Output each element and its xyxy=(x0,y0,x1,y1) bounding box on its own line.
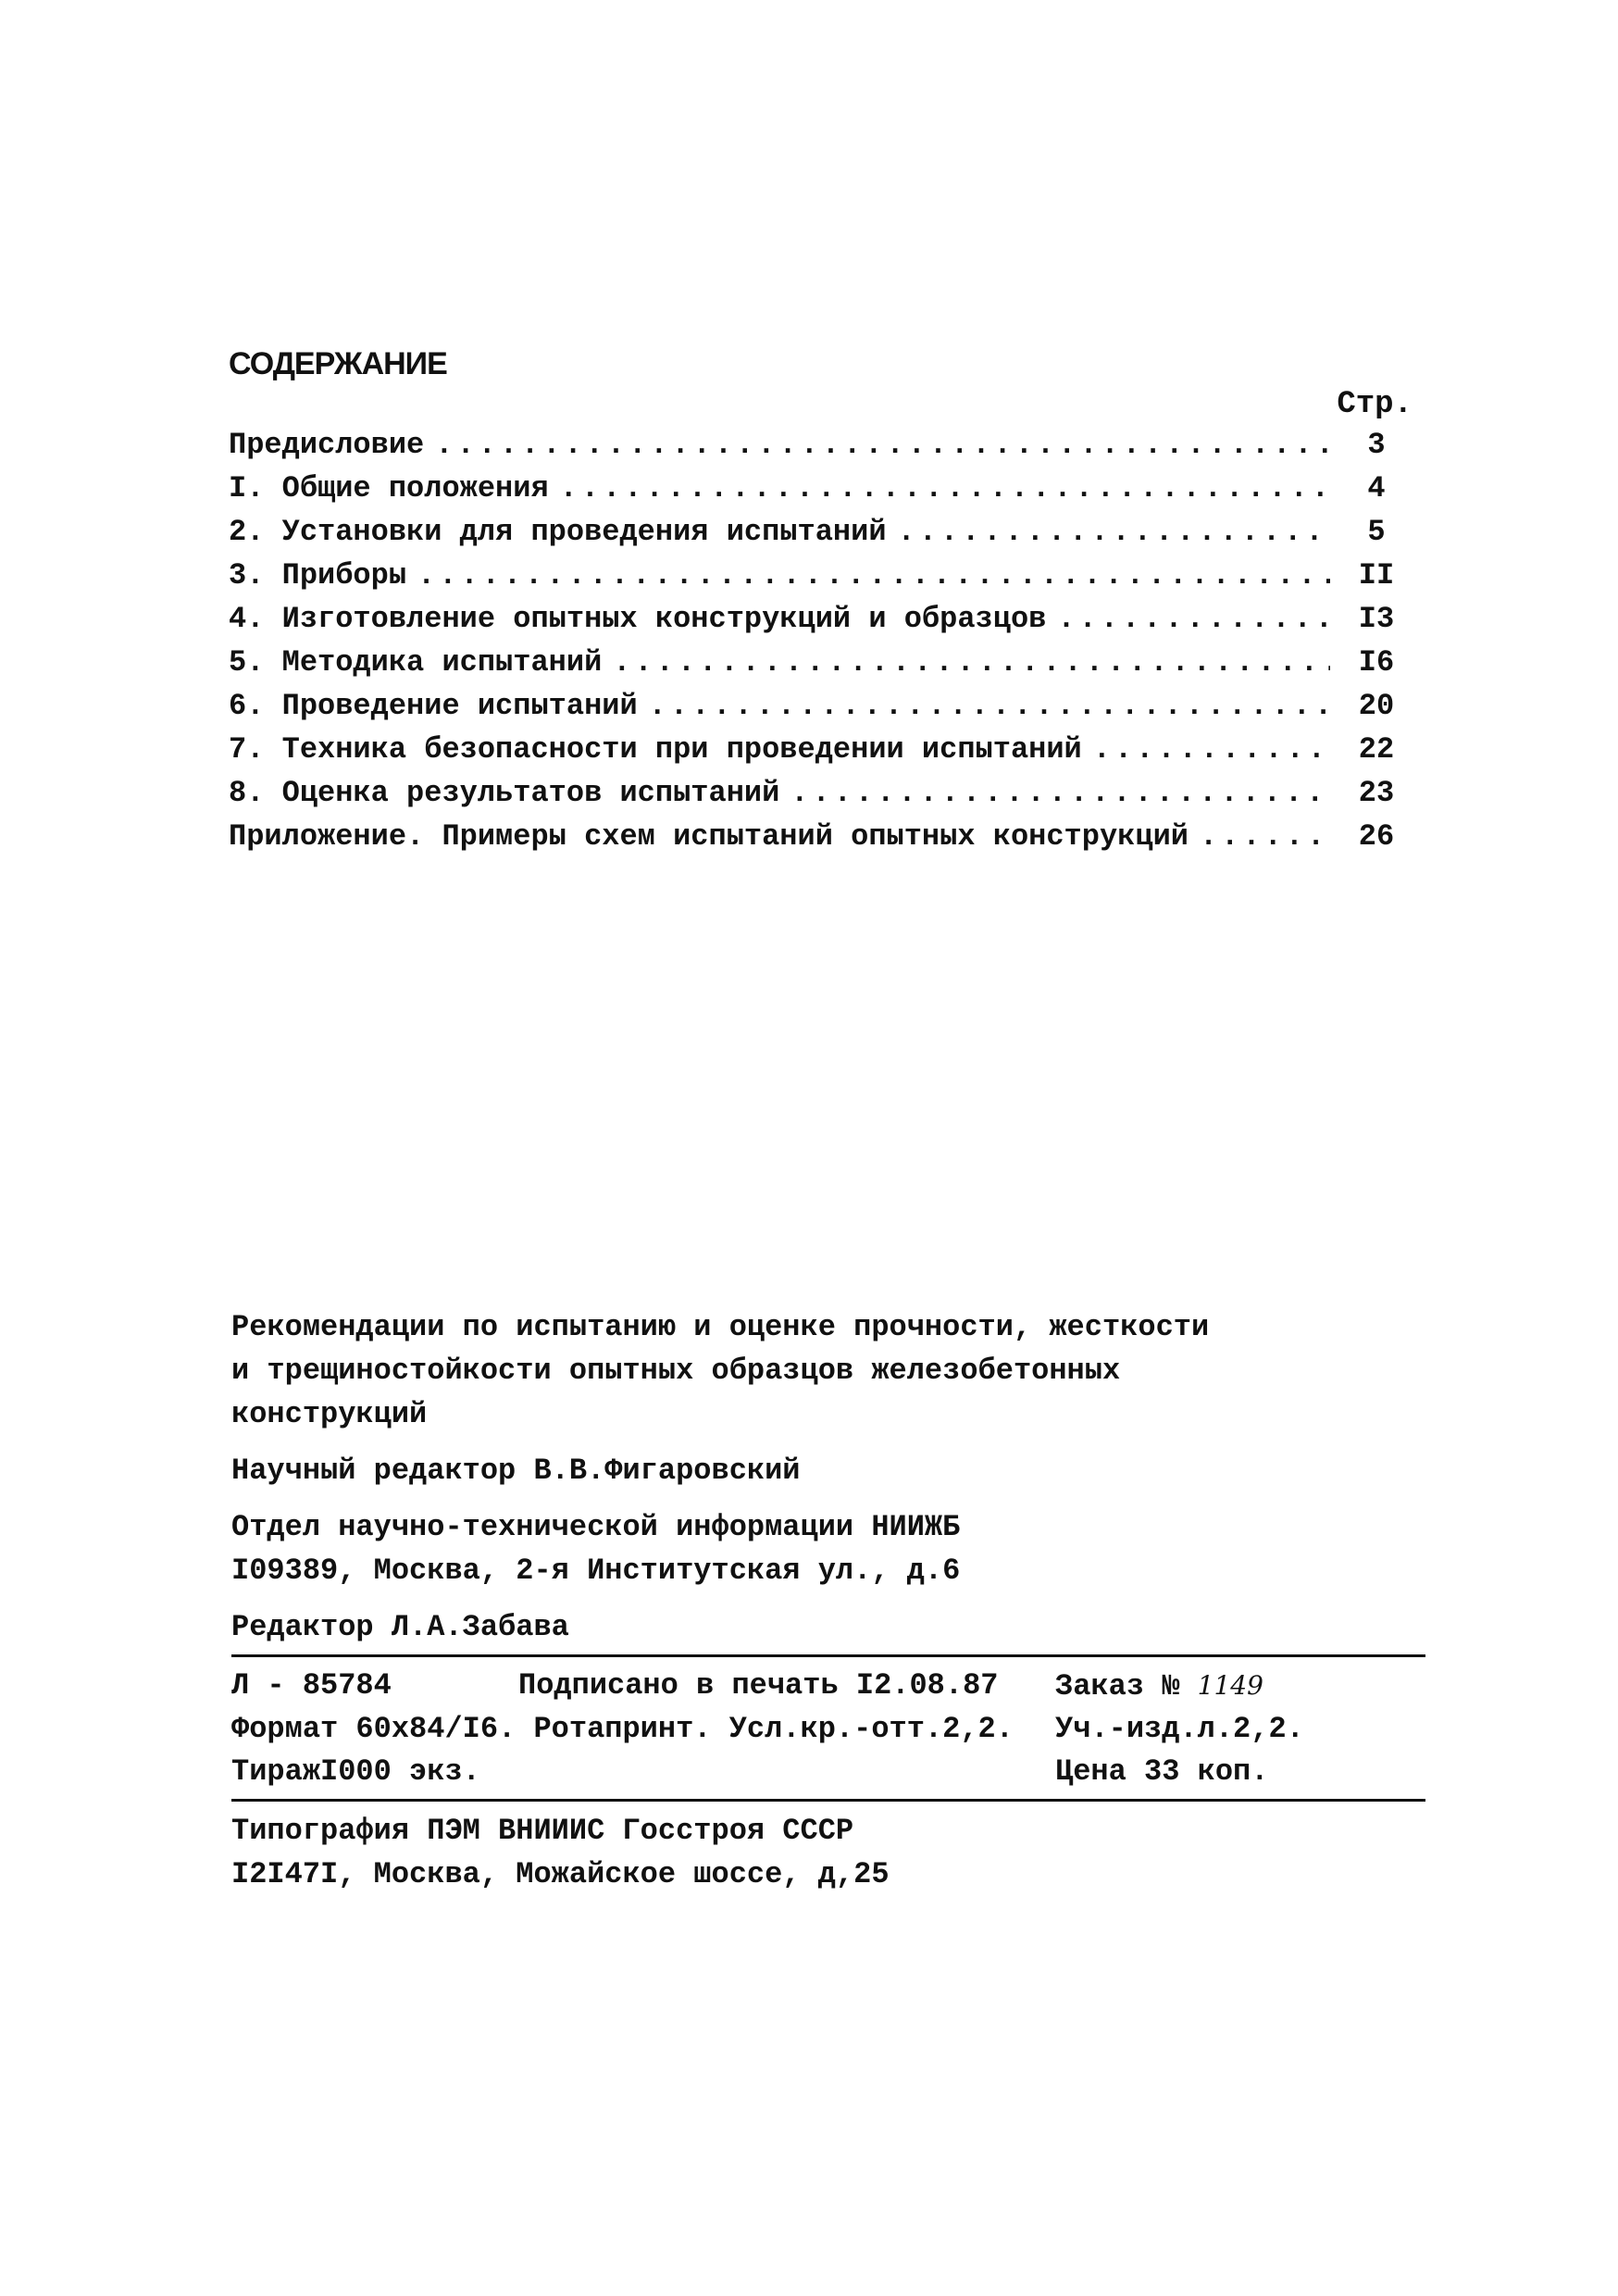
toc-entry-label: 7. Техника безопасности при проведении испытаний xyxy=(229,732,1082,767)
toc-title: СОДЕРЖАНИЕ xyxy=(229,346,447,381)
toc-leader-dots xyxy=(1093,732,1330,767)
signed-to-print: Подписано в печать I2.08.87 xyxy=(518,1668,999,1703)
toc-entry-page: 3 xyxy=(1367,428,1386,462)
toc-entry-label: 8. Оценка результатов испытаний xyxy=(229,776,780,810)
toc-leader-dots xyxy=(417,558,1330,593)
toc-entry-page: 4 xyxy=(1367,471,1386,505)
toc-entry-page: I3 xyxy=(1358,602,1395,636)
toc-leader-dots xyxy=(560,471,1330,505)
toc-entry-label: 4. Изготовление опытных конструкций и образцов xyxy=(229,602,1047,636)
toc-entry xyxy=(229,558,1413,602)
table-of-contents xyxy=(229,428,1413,863)
price: Цена 33 коп. xyxy=(1055,1754,1269,1789)
circulation: ТиражI000 экз. xyxy=(231,1754,480,1789)
toc-leader-dots xyxy=(1057,602,1330,636)
toc-entry-page: I6 xyxy=(1358,645,1395,680)
order-info xyxy=(1055,1665,1425,1708)
toc-entry xyxy=(229,645,1413,689)
toc-entry-label: I. Общие положения xyxy=(229,471,549,505)
toc-entry xyxy=(229,515,1413,558)
toc-leader-dots xyxy=(898,515,1330,549)
scientific-editor: Научный редактор В.В.Фигаровский xyxy=(231,1454,801,1488)
toc-leader-dots xyxy=(790,776,1330,810)
toc-leader-dots xyxy=(1200,819,1330,854)
toc-entry-page: 20 xyxy=(1358,689,1395,723)
printer-info xyxy=(231,1809,1425,1896)
toc-entry xyxy=(229,689,1413,732)
toc-page-column-header: Стр. xyxy=(1337,387,1413,422)
format-info: Формат 60x84/I6. Ротапринт. Усл.кр.-отт.2,2. xyxy=(231,1712,1014,1746)
toc-entry xyxy=(229,428,1413,471)
imprint-row xyxy=(231,1665,1425,1708)
publication-title-line: Рекомендации по испытанию и оценке прочности, жесткости xyxy=(231,1310,1210,1344)
toc-entry xyxy=(229,819,1413,863)
toc-entry-label: Предисловие xyxy=(229,428,425,462)
edition-sheets: Уч.-изд.л.2,2. xyxy=(1055,1712,1304,1746)
publication-title xyxy=(231,1305,1425,1436)
order-number: 1149 xyxy=(1197,1670,1263,1701)
publication-title-line: и трещиностойкости опытных образцов железобетонных xyxy=(231,1354,1121,1388)
toc-entry-label: 2. Установки для проведения испытаний xyxy=(229,515,887,549)
toc-leader-dots xyxy=(649,689,1330,723)
imprint-row xyxy=(231,1751,1425,1793)
toc-entry-page: II xyxy=(1358,558,1395,593)
publisher-line: Отдел научно-технической информации НИИЖБ xyxy=(231,1510,961,1544)
license-number: Л - 85784 xyxy=(231,1668,392,1703)
publication-title-line: конструкций xyxy=(231,1397,428,1431)
toc-entry-label: 5. Методика испытаний xyxy=(229,645,603,680)
toc-entry-label: 3. Приборы xyxy=(229,558,407,593)
toc-entry xyxy=(229,602,1413,645)
publisher-line: I09389, Москва, 2-я Институтская ул., д.6 xyxy=(231,1554,961,1588)
printer-line: Типография ПЭМ ВНИИИС Госстроя СССР xyxy=(231,1814,854,1848)
colophon xyxy=(231,1305,1425,1896)
publisher-info xyxy=(231,1505,1425,1592)
toc-entry-page: 23 xyxy=(1358,776,1395,810)
toc-entry-page: 5 xyxy=(1367,515,1386,549)
toc-entry xyxy=(229,471,1413,515)
order-label: Заказ № xyxy=(1055,1669,1180,1703)
toc-leader-dots xyxy=(613,645,1330,680)
toc-entry-page: 26 xyxy=(1358,819,1395,854)
toc-entry xyxy=(229,732,1413,776)
toc-entry xyxy=(229,776,1413,819)
toc-entry-label: Приложение. Примеры схем испытаний опытных конструкций xyxy=(229,819,1189,854)
imprint-row xyxy=(231,1708,1425,1751)
printer-line: I2I47I, Москва, Можайское шоссе, д,25 xyxy=(231,1857,890,1891)
divider xyxy=(231,1654,1425,1657)
toc-leader-dots xyxy=(435,428,1330,462)
divider xyxy=(231,1799,1425,1802)
toc-entry-page: 22 xyxy=(1358,732,1395,767)
editor: Редактор Л.А.Забава xyxy=(231,1610,569,1644)
toc-entry-label: 6. Проведение испытаний xyxy=(229,689,638,723)
